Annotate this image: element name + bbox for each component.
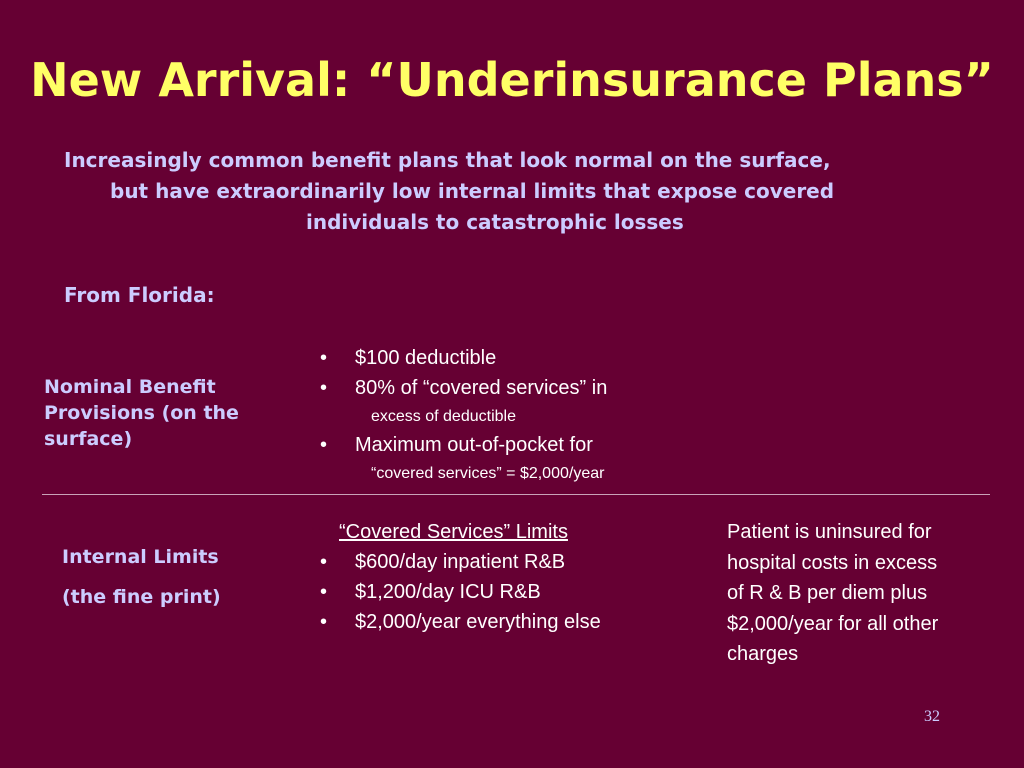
slide-title: New Arrival: “Underinsurance Plans”	[30, 53, 994, 107]
page-number: 32	[924, 708, 940, 725]
intro-line: Increasingly common benefit plans that look normal on the surface,	[64, 148, 831, 172]
list-item-text: $600/day inpatient R&B	[355, 551, 566, 573]
list-item	[317, 607, 601, 637]
list-item-text: $1,200/day ICU R&B	[355, 581, 541, 603]
note-line: $2,000/year for all other	[727, 612, 939, 635]
list-item	[317, 430, 607, 460]
bullet-icon: •	[320, 347, 328, 369]
bullet-icon: •	[320, 377, 328, 399]
covered-services-heading: “Covered Services” Limits	[339, 521, 568, 543]
list-item-text: 80% of “covered services” in	[355, 377, 608, 399]
bullet-icon: •	[320, 611, 328, 633]
list-item-continuation: “covered services” = $2,000/year	[371, 465, 605, 482]
uninsured-note	[727, 517, 997, 670]
note-line: hospital costs in excess	[727, 551, 938, 574]
bullet-icon: •	[320, 434, 328, 456]
list-item	[317, 547, 601, 577]
internal-limits-label	[62, 544, 312, 624]
nominal-benefit-label	[44, 374, 294, 452]
intro-line: but have extraordinarily low internal limits that expose covered	[110, 179, 835, 203]
list-item-continuation: excess of deductible	[371, 408, 516, 425]
note-line: charges	[727, 643, 799, 665]
bullet-icon: •	[320, 581, 328, 603]
list-item	[317, 343, 607, 373]
note-line: Patient is uninsured for	[727, 521, 932, 543]
note-line: of R & B per diem plus	[727, 582, 928, 604]
row-divider	[42, 494, 990, 495]
nominal-benefit-list	[317, 343, 607, 487]
internal-label-line: (the fine print)	[62, 586, 221, 608]
list-item	[317, 577, 601, 607]
internal-label-line: Internal Limits	[62, 546, 219, 568]
list-item-text: $100 deductible	[355, 347, 497, 369]
list-item-text: Maximum out-of-pocket for	[355, 434, 593, 456]
list-item	[317, 373, 607, 403]
list-item-text: $2,000/year everything else	[355, 611, 601, 633]
internal-limits-list	[317, 517, 601, 637]
nominal-label-line: surface)	[44, 428, 133, 450]
from-florida-label: From Florida:	[64, 283, 215, 307]
bullet-icon: •	[320, 551, 328, 573]
nominal-label-line: Nominal Benefit	[44, 376, 216, 398]
nominal-label-line: Provisions (on the	[44, 402, 239, 424]
intro-line: individuals to catastrophic losses	[306, 210, 684, 234]
